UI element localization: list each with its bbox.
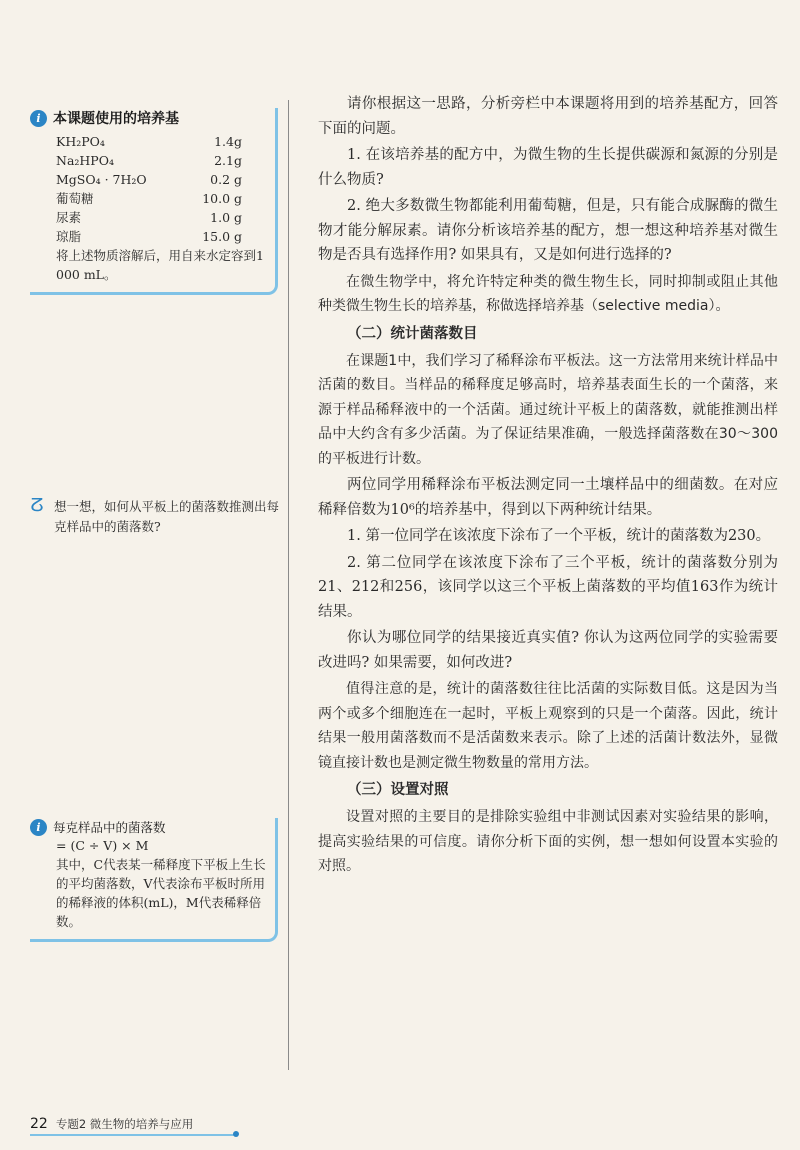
medium-recipe-box — [30, 108, 278, 295]
footer-rule — [30, 1134, 235, 1136]
main-text-column — [318, 92, 778, 881]
formula-box-title: 每克样品中的菌落数 — [53, 820, 166, 835]
recipe-list — [30, 132, 275, 246]
question-2: 2. 绝大多数微生物都能利用葡萄糖，但是，只有能合成脲酶的微生物才能分解尿素。请你分析该培养基的配方，想一想这种培养基对微生物是否具有选择作用? 如果具有，又是如何进行选择的? — [318, 198, 778, 263]
medium-box-header — [30, 108, 275, 128]
recipe-amount: 1.0 g — [210, 210, 242, 225]
think-note — [30, 497, 280, 537]
statistic-2: 2. 第二位同学在该浓度下涂布了三个平板，统计的菌落数分别为21、212和256，该同学以这三个平板上菌落数的平均值163作为统计结果。 — [318, 554, 778, 620]
recipe-row — [30, 208, 275, 227]
recipe-amount: 0.2 g — [210, 172, 242, 187]
recipe-row — [30, 227, 275, 246]
paragraph: 你认为哪位同学的结果接近真实值? 你认为这两位同学的实验需要改进吗? 如果需要，如何改进? — [318, 630, 778, 671]
footer-dot — [233, 1131, 239, 1137]
recipe-amount: 10.0 g — [202, 191, 242, 206]
question-bubble-icon: ⵒ — [30, 495, 44, 516]
paragraph: 在课题1中，我们学习了稀释涂布平板法。这一方法常用来统计样品中活菌的数目。当样品的稀释度足够高时，培养基表面生长的一个菌落，来源于样品稀释液中的一个活菌。通过统计平板上的菌落数，就能推测出样品中大约含有多少活菌。为了保证结果准确，一般选择菌落数在30～300的平板进行计数。 — [318, 352, 778, 467]
page-number: 22 — [30, 1116, 48, 1132]
recipe-row — [30, 189, 275, 208]
recipe-amount: 2.1g — [214, 153, 242, 168]
footer-title: 专题2 微生物的培养与应用 — [55, 1117, 194, 1131]
think-note-text: 想一想，如何从平板上的菌落数推测出每克样品中的菌落数? — [54, 499, 280, 534]
recipe-row — [30, 151, 275, 170]
paragraph: 两位同学用稀释涂布平板法测定同一土壤样品中的细菌数。在对应稀释倍数为10⁶的培养基中，得到以下两种统计结果。 — [318, 477, 778, 518]
formula-box — [30, 818, 278, 942]
section-heading: （三）设置对照 — [347, 782, 449, 798]
medium-box-title: 本课题使用的培养基 — [53, 111, 179, 127]
paragraph: 设置对照的主要目的是排除实验组中非测试因素对实验结果的影响，提高实验结果的可信度。请你分析下面的实例，想一想如何设置本实验的对照。 — [318, 809, 778, 874]
recipe-amount: 1.4g — [214, 134, 242, 149]
recipe-name: 尿素 — [56, 210, 82, 225]
recipe-row — [30, 132, 275, 151]
recipe-name: 葡萄糖 — [56, 191, 94, 206]
recipe-row — [30, 170, 275, 189]
medium-box-note: 将上述物质溶解后，用自来水定容到1 000 mL。 — [56, 248, 264, 282]
info-icon: i — [30, 819, 47, 836]
formula-explanation: 其中，C代表某一稀释度下平板上生长的平均菌落数，V代表涂布平板时所用的稀释液的体积(mL)，M代表稀释倍数。 — [56, 857, 266, 929]
recipe-name: 琼脂 — [56, 229, 82, 244]
info-icon: i — [30, 110, 47, 127]
recipe-amount: 15.0 g — [202, 229, 242, 244]
statistic-1: 1. 第一位同学在该浓度下涂布了一个平板，统计的菌落数为230。 — [347, 528, 771, 544]
recipe-name: KH₂PO₄ — [56, 134, 105, 149]
paragraph: 请你根据这一思路，分析旁栏中本课题将用到的培养基配方，回答下面的问题。 — [318, 96, 778, 137]
column-divider — [288, 100, 289, 1070]
formula-text: = (C ÷ V) × M — [56, 838, 149, 853]
recipe-name: MgSO₄ · 7H₂O — [56, 172, 147, 187]
paragraph: 值得注意的是，统计的菌落数往往比活菌的实际数目低。这是因为当两个或多个细胞连在一起时，平板上观察到的只是一个菌落。因此，统计结果一般用菌落数而不是活菌数来表示。除了上述的活菌计数法外，显微镜直接计数也是测定微生物数量的常用方法。 — [318, 681, 778, 771]
recipe-name: Na₂HPO₄ — [56, 153, 114, 168]
sidebar-column — [0, 0, 290, 1150]
page-footer — [30, 1116, 193, 1132]
formula-box-header — [30, 818, 275, 836]
paragraph: 在微生物学中，将允许特定种类的微生物生长，同时抑制或阻止其他种类微生物生长的培养基，称做选择培养基（selective media）。 — [318, 273, 778, 314]
section-heading: （二）统计菌落数目 — [347, 325, 478, 342]
question-1: 1. 在该培养基的配方中，为微生物的生长提供碳源和氮源的分别是什么物质? — [318, 147, 778, 188]
